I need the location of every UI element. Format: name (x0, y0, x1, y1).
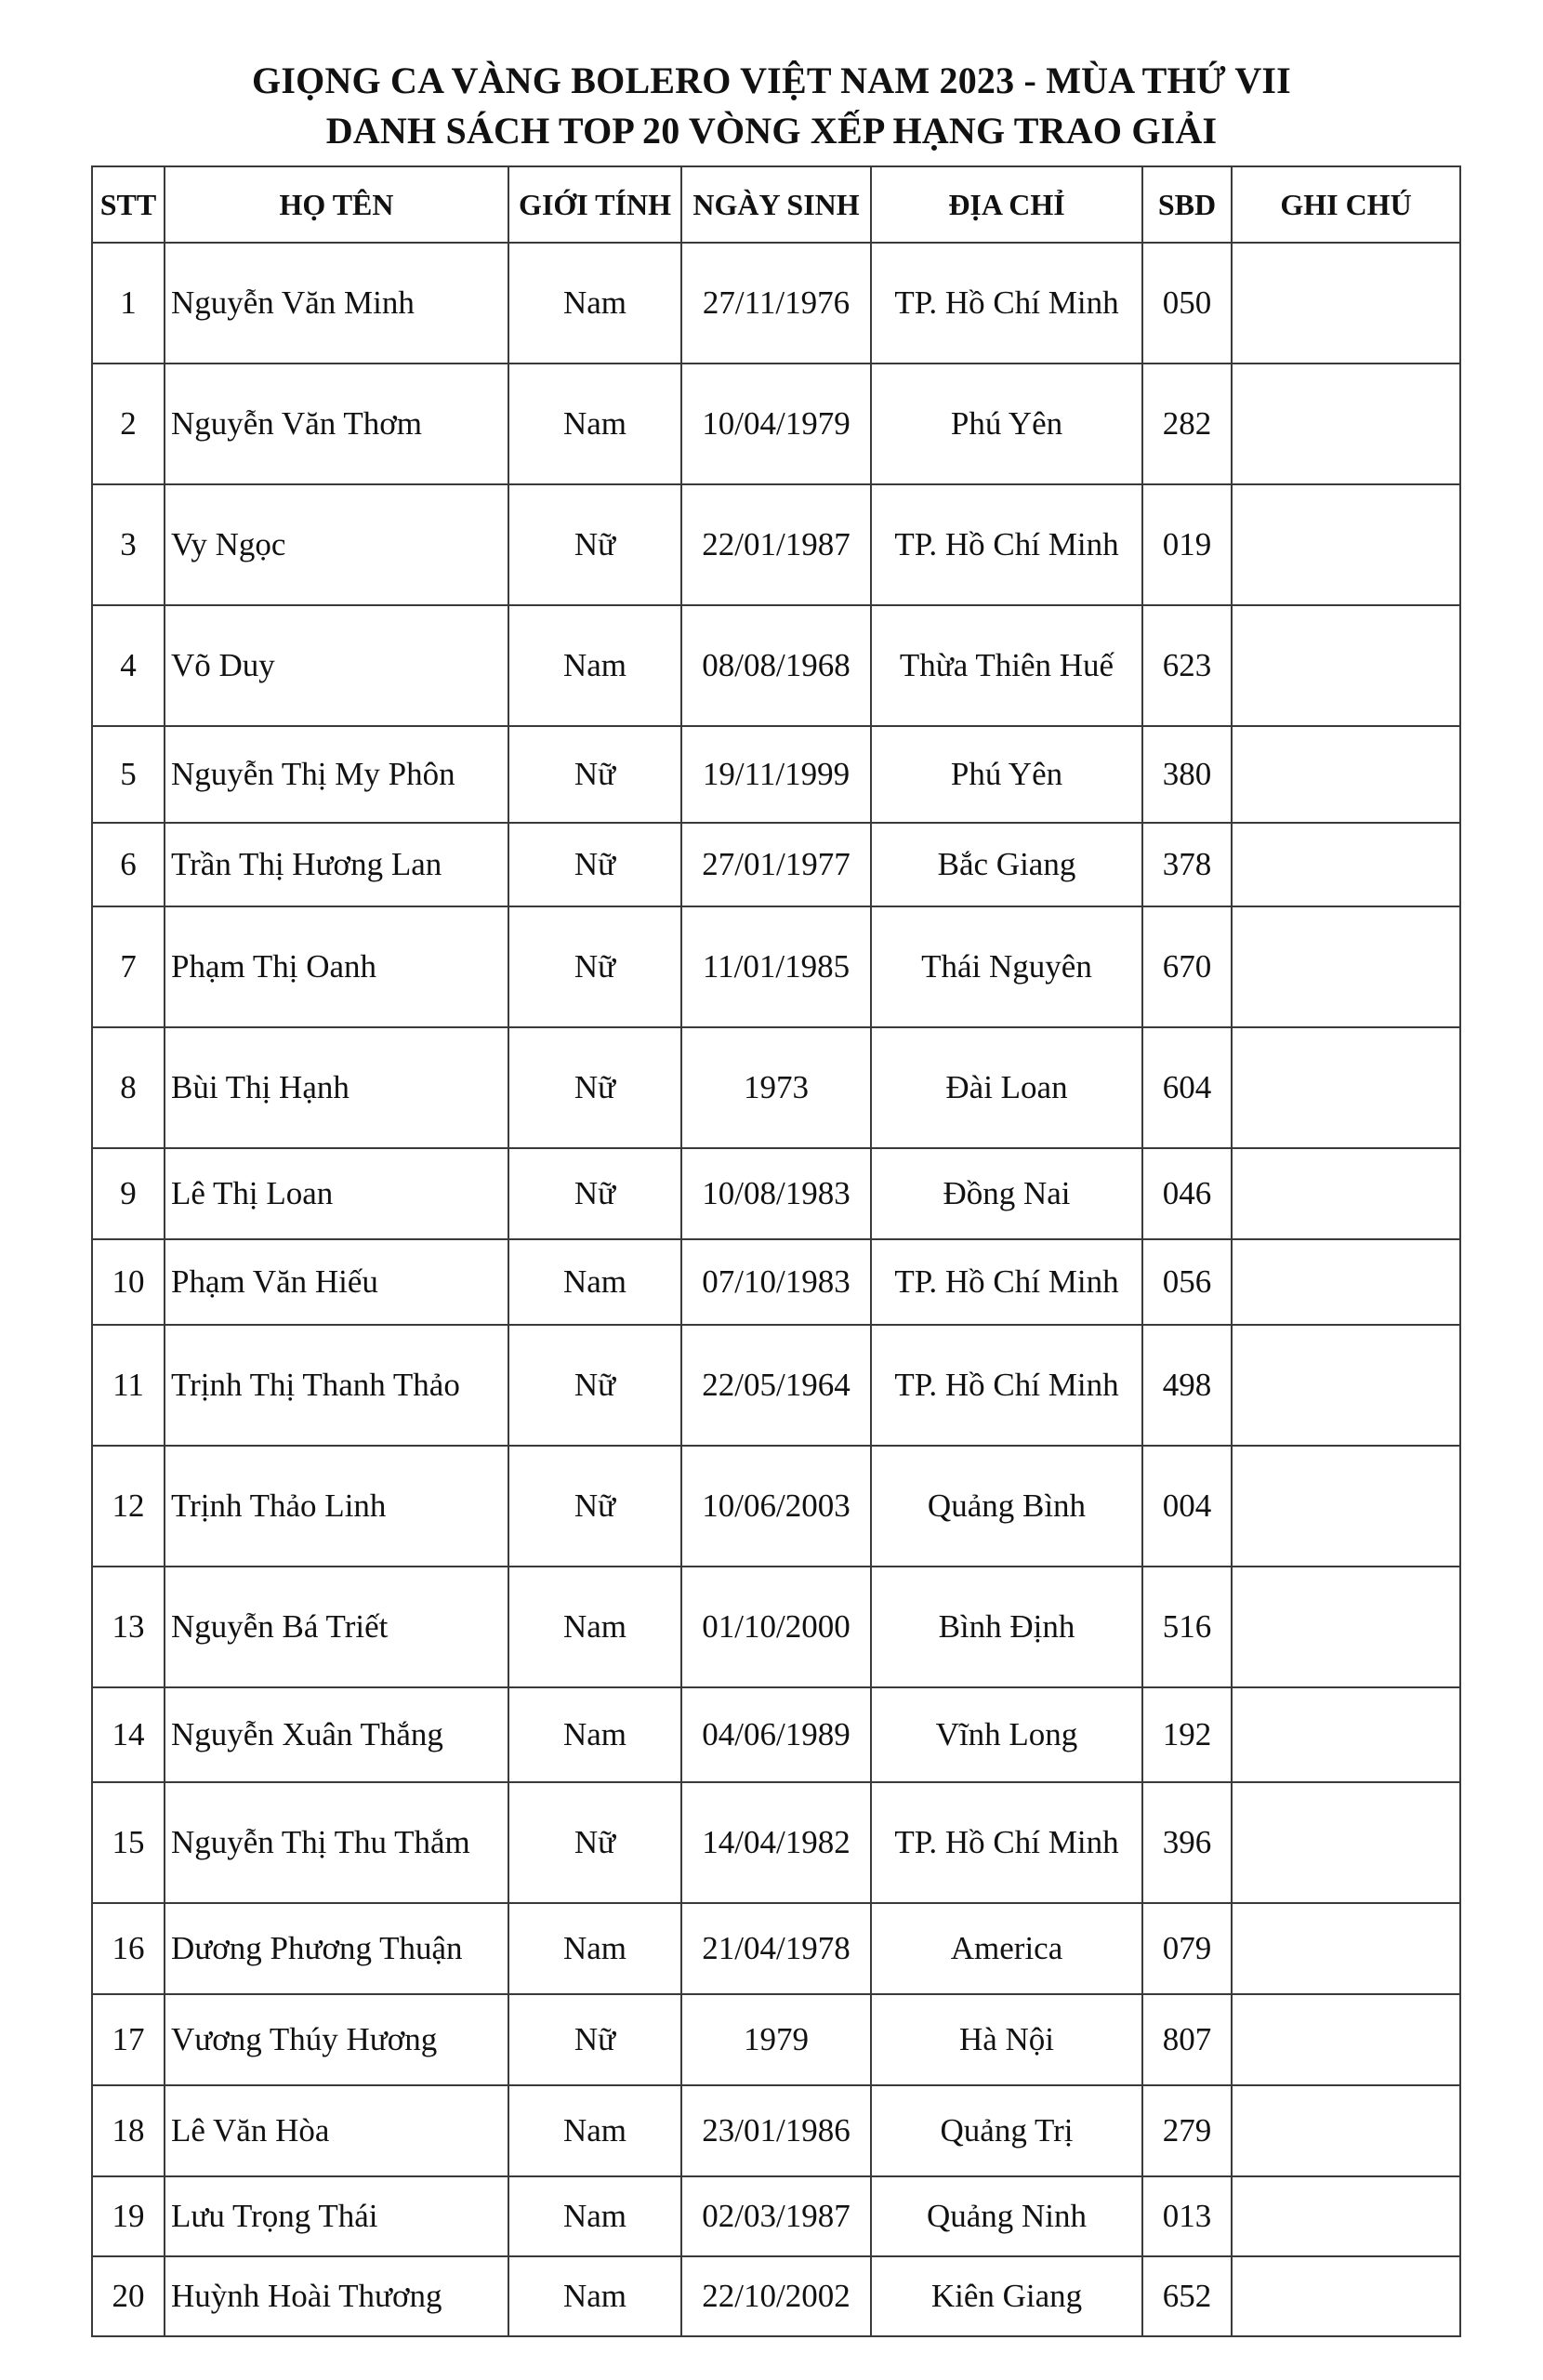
cell-sbd: 013 (1142, 2176, 1232, 2256)
cell-note (1232, 1446, 1460, 1567)
table-row (92, 1446, 1460, 1567)
cell-gender: Nam (508, 2176, 681, 2256)
table-row (92, 1027, 1460, 1148)
cell-note (1232, 605, 1460, 726)
cell-stt: 7 (92, 906, 165, 1027)
cell-address: Bắc Giang (871, 823, 1142, 906)
cell-address: Vĩnh Long (871, 1687, 1142, 1782)
cell-address: Đài Loan (871, 1027, 1142, 1148)
cell-gender: Nữ (508, 823, 681, 906)
cell-address: Quảng Bình (871, 1446, 1142, 1567)
cell-stt: 14 (92, 1687, 165, 1782)
cell-date-of-birth: 11/01/1985 (681, 906, 871, 1027)
cell-stt: 13 (92, 1567, 165, 1687)
cell-gender: Nam (508, 1239, 681, 1325)
cell-gender: Nam (508, 605, 681, 726)
cell-note (1232, 243, 1460, 364)
cell-sbd: 652 (1142, 2256, 1232, 2336)
cell-gender: Nữ (508, 484, 681, 605)
table-row (92, 364, 1460, 484)
cell-full-name: Nguyễn Thị Thu Thắm (165, 1782, 508, 1903)
table-row (92, 1782, 1460, 1903)
cell-note (1232, 1903, 1460, 1994)
cell-stt: 6 (92, 823, 165, 906)
cell-full-name: Lưu Trọng Thái (165, 2176, 508, 2256)
top20-ranking-table (91, 165, 1461, 2337)
cell-gender: Nữ (508, 1994, 681, 2085)
cell-date-of-birth: 02/03/1987 (681, 2176, 871, 2256)
cell-address: TP. Hồ Chí Minh (871, 1239, 1142, 1325)
cell-date-of-birth: 22/05/1964 (681, 1325, 871, 1446)
table-row (92, 484, 1460, 605)
table-row (92, 2085, 1460, 2176)
cell-address: Phú Yên (871, 364, 1142, 484)
cell-stt: 1 (92, 243, 165, 364)
table-row (92, 243, 1460, 364)
cell-sbd: 670 (1142, 906, 1232, 1027)
table-row (92, 1567, 1460, 1687)
cell-gender: Nam (508, 1687, 681, 1782)
cell-gender: Nam (508, 1903, 681, 1994)
table-row (92, 726, 1460, 823)
cell-gender: Nữ (508, 1325, 681, 1446)
column-header-full-name: HỌ TÊN (165, 166, 508, 243)
cell-address: Kiên Giang (871, 2256, 1142, 2336)
table-row (92, 2256, 1460, 2336)
cell-full-name: Bùi Thị Hạnh (165, 1027, 508, 1148)
column-header-sbd: SBD (1142, 166, 1232, 243)
cell-address: Thái Nguyên (871, 906, 1142, 1027)
cell-gender: Nữ (508, 1782, 681, 1903)
cell-address: Đồng Nai (871, 1148, 1142, 1239)
cell-note (1232, 364, 1460, 484)
cell-sbd: 380 (1142, 726, 1232, 823)
cell-date-of-birth: 14/04/1982 (681, 1782, 871, 1903)
cell-note (1232, 726, 1460, 823)
column-header-address: ĐỊA CHỈ (871, 166, 1142, 243)
cell-stt: 2 (92, 364, 165, 484)
cell-gender: Nam (508, 243, 681, 364)
column-header-note: GHI CHÚ (1232, 166, 1460, 243)
cell-sbd: 396 (1142, 1782, 1232, 1903)
cell-stt: 12 (92, 1446, 165, 1567)
table-header-row (92, 166, 1460, 243)
table-row (92, 1325, 1460, 1446)
cell-date-of-birth: 21/04/1978 (681, 1903, 871, 1994)
cell-date-of-birth: 07/10/1983 (681, 1239, 871, 1325)
cell-note (1232, 1994, 1460, 2085)
cell-date-of-birth: 08/08/1968 (681, 605, 871, 726)
column-header-stt: STT (92, 166, 165, 243)
cell-date-of-birth: 27/11/1976 (681, 243, 871, 364)
cell-note (1232, 1687, 1460, 1782)
cell-note (1232, 906, 1460, 1027)
cell-gender: Nữ (508, 1148, 681, 1239)
cell-gender: Nữ (508, 726, 681, 823)
cell-date-of-birth: 04/06/1989 (681, 1687, 871, 1782)
cell-stt: 5 (92, 726, 165, 823)
cell-sbd: 516 (1142, 1567, 1232, 1687)
cell-gender: Nam (508, 364, 681, 484)
cell-sbd: 807 (1142, 1994, 1232, 2085)
cell-full-name: Lê Thị Loan (165, 1148, 508, 1239)
cell-note (1232, 484, 1460, 605)
cell-full-name: Vương Thúy Hương (165, 1994, 508, 2085)
cell-address: TP. Hồ Chí Minh (871, 484, 1142, 605)
table-body (92, 243, 1460, 2336)
table-row (92, 906, 1460, 1027)
table-row (92, 1239, 1460, 1325)
cell-sbd: 046 (1142, 1148, 1232, 1239)
cell-gender: Nữ (508, 906, 681, 1027)
cell-note (1232, 1148, 1460, 1239)
cell-stt: 18 (92, 2085, 165, 2176)
cell-date-of-birth: 27/01/1977 (681, 823, 871, 906)
cell-sbd: 604 (1142, 1027, 1232, 1148)
document-header (0, 56, 1543, 156)
cell-sbd: 623 (1142, 605, 1232, 726)
cell-stt: 8 (92, 1027, 165, 1148)
cell-note (1232, 823, 1460, 906)
cell-sbd: 192 (1142, 1687, 1232, 1782)
cell-full-name: Lê Văn Hòa (165, 2085, 508, 2176)
cell-stt: 9 (92, 1148, 165, 1239)
cell-address: TP. Hồ Chí Minh (871, 243, 1142, 364)
cell-stt: 3 (92, 484, 165, 605)
cell-gender: Nam (508, 2256, 681, 2336)
cell-full-name: Trịnh Thảo Linh (165, 1446, 508, 1567)
table-row (92, 823, 1460, 906)
cell-full-name: Trần Thị Hương Lan (165, 823, 508, 906)
cell-note (1232, 1027, 1460, 1148)
cell-address: Thừa Thiên Huế (871, 605, 1142, 726)
cell-address: Bình Định (871, 1567, 1142, 1687)
column-header-date-of-birth: NGÀY SINH (681, 166, 871, 243)
table-row (92, 605, 1460, 726)
cell-date-of-birth: 22/10/2002 (681, 2256, 871, 2336)
cell-note (1232, 2176, 1460, 2256)
cell-gender: Nam (508, 2085, 681, 2176)
document-title-line-2: DANH SÁCH TOP 20 VÒNG XẾP HẠNG TRAO GIẢI (325, 110, 1218, 152)
cell-full-name: Huỳnh Hoài Thương (165, 2256, 508, 2336)
cell-date-of-birth: 01/10/2000 (681, 1567, 871, 1687)
cell-sbd: 079 (1142, 1903, 1232, 1994)
cell-note (1232, 2256, 1460, 2336)
cell-sbd: 279 (1142, 2085, 1232, 2176)
table-row (92, 1994, 1460, 2085)
cell-stt: 17 (92, 1994, 165, 2085)
cell-address: Phú Yên (871, 726, 1142, 823)
cell-full-name: Nguyễn Xuân Thắng (165, 1687, 508, 1782)
cell-note (1232, 1325, 1460, 1446)
cell-full-name: Võ Duy (165, 605, 508, 726)
cell-date-of-birth: 10/06/2003 (681, 1446, 871, 1567)
cell-date-of-birth: 22/01/1987 (681, 484, 871, 605)
cell-stt: 10 (92, 1239, 165, 1325)
cell-sbd: 050 (1142, 243, 1232, 364)
cell-date-of-birth: 23/01/1986 (681, 2085, 871, 2176)
table-row (92, 1903, 1460, 1994)
cell-address: TP. Hồ Chí Minh (871, 1325, 1142, 1446)
cell-address: TP. Hồ Chí Minh (871, 1782, 1142, 1903)
cell-note (1232, 1567, 1460, 1687)
cell-note (1232, 1239, 1460, 1325)
column-header-gender: GIỚI TÍNH (508, 166, 681, 243)
cell-sbd: 056 (1142, 1239, 1232, 1325)
cell-gender: Nam (508, 1567, 681, 1687)
cell-stt: 19 (92, 2176, 165, 2256)
table-row (92, 1687, 1460, 1782)
cell-stt: 4 (92, 605, 165, 726)
cell-date-of-birth: 1973 (681, 1027, 871, 1148)
cell-full-name: Nguyễn Thị My Phôn (165, 726, 508, 823)
cell-address: Hà Nội (871, 1994, 1142, 2085)
table-row (92, 2176, 1460, 2256)
cell-date-of-birth: 10/08/1983 (681, 1148, 871, 1239)
cell-date-of-birth: 10/04/1979 (681, 364, 871, 484)
cell-stt: 20 (92, 2256, 165, 2336)
cell-gender: Nữ (508, 1027, 681, 1148)
cell-sbd: 282 (1142, 364, 1232, 484)
cell-full-name: Nguyễn Văn Thơm (165, 364, 508, 484)
cell-stt: 11 (92, 1325, 165, 1446)
cell-sbd: 019 (1142, 484, 1232, 605)
cell-date-of-birth: 1979 (681, 1994, 871, 2085)
cell-gender: Nữ (508, 1446, 681, 1567)
cell-sbd: 378 (1142, 823, 1232, 906)
cell-full-name: Trịnh Thị Thanh Thảo (165, 1325, 508, 1446)
cell-address: Quảng Trị (871, 2085, 1142, 2176)
cell-full-name: Phạm Thị Oanh (165, 906, 508, 1027)
document-title-line-1: GIỌNG CA VÀNG BOLERO VIỆT NAM 2023 - MÙA THỨ VII (252, 60, 1291, 101)
cell-full-name: Nguyễn Văn Minh (165, 243, 508, 364)
cell-date-of-birth: 19/11/1999 (681, 726, 871, 823)
cell-stt: 15 (92, 1782, 165, 1903)
cell-full-name: Dương Phương Thuận (165, 1903, 508, 1994)
cell-full-name: Phạm Văn Hiếu (165, 1239, 508, 1325)
cell-full-name: Vy Ngọc (165, 484, 508, 605)
cell-sbd: 004 (1142, 1446, 1232, 1567)
cell-note (1232, 2085, 1460, 2176)
cell-note (1232, 1782, 1460, 1903)
cell-sbd: 498 (1142, 1325, 1232, 1446)
cell-address: America (871, 1903, 1142, 1994)
table-row (92, 1148, 1460, 1239)
cell-full-name: Nguyễn Bá Triết (165, 1567, 508, 1687)
cell-address: Quảng Ninh (871, 2176, 1142, 2256)
cell-stt: 16 (92, 1903, 165, 1994)
